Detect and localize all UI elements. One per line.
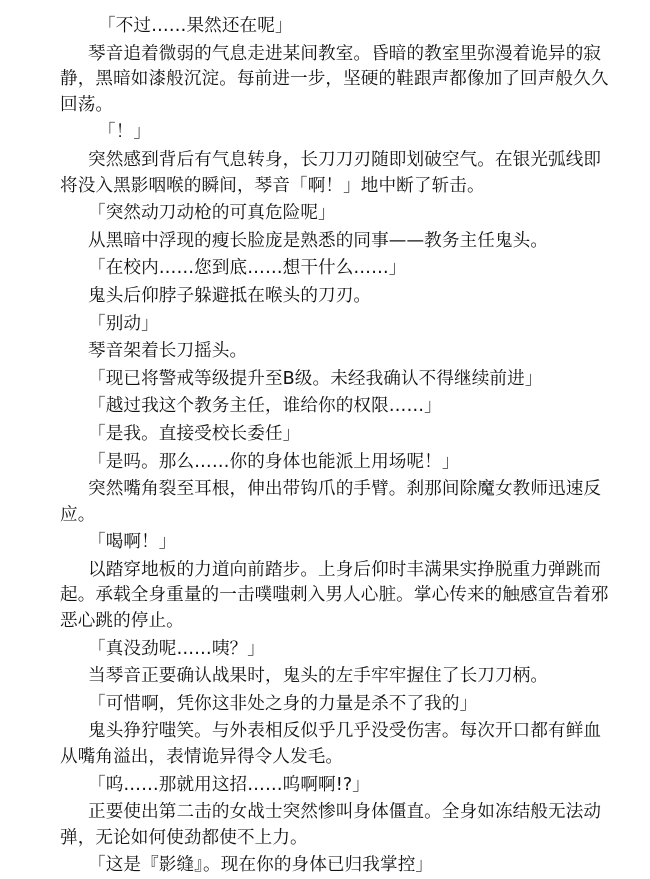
paragraph-14: 「是吗。那么……你的身体也能派上用场呢！」 [88,451,460,472]
paragraph-15: 突然嘴角裂至耳根，伸出带钩爪的手臂。刹那间除魔女教师迅速反应。 [60,479,602,525]
paragraph-18: 「真没劲呢……咦？」 [88,638,265,659]
paragraph-7: 「在校内……您到底……想干什么……」 [88,258,407,279]
paragraph-8: 鬼头后仰脖子躲避抵在喉头的刀刃。 [88,285,372,306]
paragraph-24: 「这是『影缝』。现在你的身体已归我掌控」 [88,855,434,876]
paragraph-13: 「是我。直接受校长委任」 [88,423,301,444]
paragraph-3: 「！」 [98,122,152,143]
paragraph-12: 「越过我这个教务主任，谁给你的权限……」 [88,396,442,417]
paragraph-9: 「别动」 [88,313,159,334]
paragraph-17: 以踏穿地板的力道向前踏步。上身后仰时丰满果实挣脱重力弹跳而起。承载全身重量的一击噗嗤刺入男人心脏。掌心传来的触感宣告着邪恶心跳的停止。 [60,559,609,632]
paragraph-16: 「喝啊！」 [88,532,177,553]
paragraph-22: 「呜……那就用这招……呜啊啊!?」 [88,774,370,795]
paragraph-20: 「可惜啊，凭你这非处之身的力量是杀不了我的」 [88,693,478,714]
paragraph-19: 当琴音正要确认战果时，鬼头的左手牢牢握住了长刀刀柄。 [88,666,549,687]
paragraph-5: 「突然动刀动枪的可真危险呢」 [88,203,336,224]
paragraph-4: 突然感到背后有气息转身，长刀刀刃随即划破空气。在银光弧线即将没入黑影咽喉的瞬间，琴音「啊！」地中断了斩击。 [60,149,602,196]
paragraph-2: 琴音追着微弱的气息走进某间教室。昏暗的教室里弥漫着诡异的寂静，黑暗如漆般沉淀。每前进一步，坚硬的鞋跟声都像加了回声般久久回荡。 [60,43,609,115]
paragraph-21: 鬼头狰狞嗤笑。与外表相反似乎几乎没受伤害。每次开口都有鲜血从嘴角溢出，表情诡异得令人发毛。 [60,721,602,768]
paragraph-1: 「不过……果然还在呢」 [98,16,293,36]
paragraph-23: 正要使出第二击的女战士突然惨叫身体僵直。全身如冻结般无法动弹，无论如何使劲都使不上力。 [60,802,602,848]
paragraph-10: 琴音架着长刀摇头。 [88,341,248,362]
paragraph-11: 「现已将警戒等级提升至B级。未经我确认不得继续前进」 [88,368,543,389]
paragraph-6: 从黑暗中浮现的瘦长脸庞是熟悉的同事——教务主任鬼头。 [88,230,549,251]
